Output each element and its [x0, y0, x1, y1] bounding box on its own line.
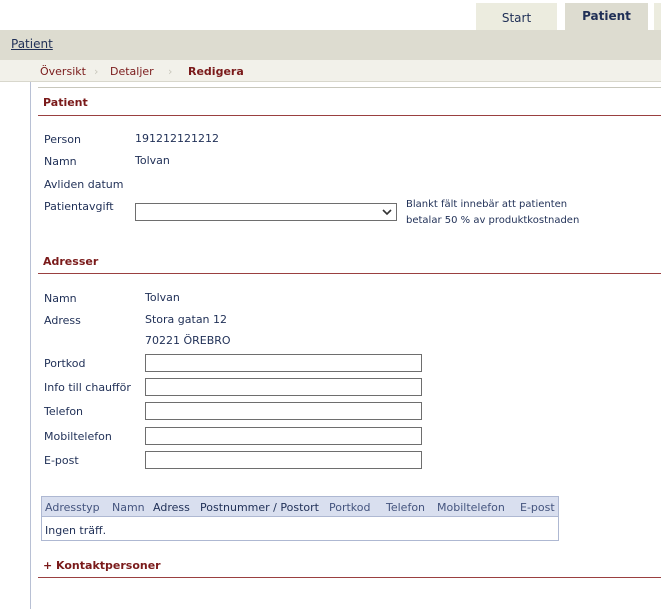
section-title-link[interactable]: Patient [11, 37, 53, 51]
column-postnummer[interactable]: Postnummer / Postort [200, 501, 319, 514]
column-portkod[interactable]: Portkod [329, 501, 371, 514]
patient-fee-hint [406, 197, 606, 229]
contacts-divider [38, 577, 661, 578]
patient-heading: Patient [43, 96, 88, 109]
sub-navigation [0, 60, 661, 82]
content-top-divider [38, 87, 661, 88]
column-adress[interactable]: Adress [153, 501, 190, 514]
subnav-detaljer[interactable]: Detaljer [110, 65, 154, 78]
address-line2: 70221 ÖREBRO [145, 334, 231, 347]
subnav-redigera[interactable]: Redigera [188, 65, 244, 78]
table-empty-message: Ingen träff. [45, 524, 107, 537]
top-tab-strip [0, 0, 661, 30]
section-bar [0, 30, 661, 60]
column-namn[interactable]: Namn [112, 501, 145, 514]
portkod-input[interactable] [145, 354, 422, 372]
tab-edge [654, 3, 661, 30]
tab-patient[interactable]: Patient [565, 3, 648, 30]
address-table-header [42, 497, 558, 517]
mobile-label: Mobiltelefon [44, 430, 112, 443]
patient-fee-hint-line2: betalar 50 % av produktkostnaden [406, 215, 580, 226]
driver-info-label: Info till chaufför [44, 381, 131, 394]
addresses-heading: Adresser [43, 255, 99, 268]
phone-label: Telefon [44, 405, 84, 418]
address-name-label: Namn [44, 292, 77, 305]
column-epost[interactable]: E-post [520, 501, 555, 514]
chevron-down-icon [381, 205, 393, 219]
column-adresstyp[interactable]: Adresstyp [45, 501, 100, 514]
column-telefon[interactable]: Telefon [386, 501, 426, 514]
address-line1: Stora gatan 12 [145, 313, 228, 326]
chevron-right-icon: › [168, 65, 173, 78]
contacts-toggle[interactable]: + Kontaktpersoner [43, 559, 161, 572]
tab-start[interactable]: Start [476, 3, 557, 30]
email-input[interactable] [145, 451, 422, 469]
patient-fee-label: Patientavgift [44, 200, 114, 213]
driver-info-input[interactable] [145, 378, 422, 396]
addresses-heading-divider [38, 273, 661, 274]
address-table [41, 496, 559, 541]
subnav-oversikt[interactable]: Översikt [40, 65, 86, 78]
address-name-value: Tolvan [145, 291, 180, 304]
deceased-date-label: Avliden datum [44, 178, 124, 191]
chevron-right-icon: › [94, 65, 99, 78]
patient-name-value: Tolvan [135, 154, 170, 167]
email-label: E-post [44, 454, 79, 467]
address-label: Adress [44, 314, 81, 327]
mobile-input[interactable] [145, 427, 422, 445]
phone-input[interactable] [145, 402, 422, 420]
patient-fee-select[interactable] [135, 203, 397, 221]
patient-heading-divider [38, 115, 661, 116]
column-mobiltelefon[interactable]: Mobiltelefon [437, 501, 505, 514]
person-label: Person [44, 133, 81, 146]
person-value: 191212121212 [135, 132, 219, 145]
portkod-label: Portkod [44, 357, 86, 370]
patient-fee-hint-line1: Blankt fält innebär att patienten [406, 199, 568, 210]
left-panel [0, 82, 31, 609]
patient-name-label: Namn [44, 155, 77, 168]
